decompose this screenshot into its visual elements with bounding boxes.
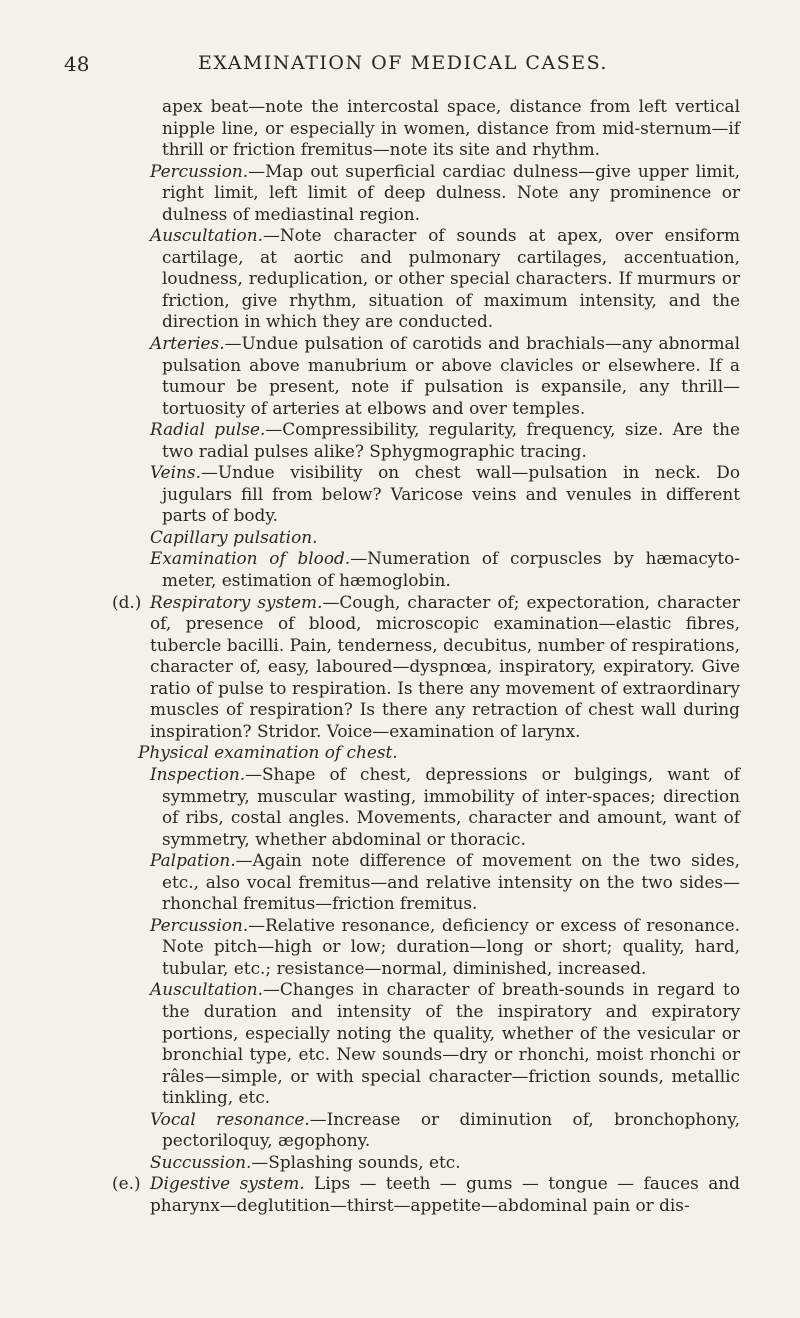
section-paragraph (112, 1173, 740, 1216)
paragraph-heading: Palpation. (150, 850, 236, 871)
paragraph (150, 850, 740, 915)
paragraph (150, 764, 740, 850)
paragraph (150, 462, 740, 527)
paragraph-heading: Physical examination of chest. (138, 742, 398, 763)
paragraph-heading: Succussion. (150, 1151, 252, 1172)
running-head: EXAMINATION OF MEDICAL CASES. (198, 52, 608, 74)
paragraph-text: —Increase or diminution of, bronchophony, pectoriloquy, ægophony. (162, 1108, 740, 1151)
paragraph-text: —Compressibility, regularity, frequency, size. Are the two radial pulses alike? Sphygmographic tracing. (162, 419, 740, 461)
paragraph-text: —Again note difference of movement on the two sides, etc., also vocal fremitus—and relative intensity on the two sides—rhonchal fremitus—friction fremitus. (162, 850, 740, 914)
paragraph-text: —Numeration of corpuscles by hæmacyto-meter, estimation of hæmoglobin. (162, 548, 740, 591)
paragraph-text: —Cough, character of; expectoration, character of, presence of blood, microscopic examination—elastic fibres, tubercle bacilli. Pain, tenderness, decubitus, number of respirations, character of, easy, laboured—dyspnœa, inspiratory, expiratory. Give ratio of pulse to respiration. Is there any movement of extraordinary muscles of respiration? Is there any retraction of chest wall during inspiration? Stridor. Voice—examination of larynx. (150, 591, 740, 741)
page-number: 48 (64, 52, 90, 76)
paragraph-heading: Veins. (150, 462, 201, 483)
paragraph-heading: Percussion. (150, 160, 249, 181)
paragraph (150, 333, 740, 419)
paragraph (150, 915, 740, 980)
paragraph-heading: Percussion. (150, 914, 249, 935)
paragraph-text: apex beat—note the intercostal space, distance from left vertical nipple line, or especially in women, distance from mid-sternum—if thrill or friction fremitus—note its site and rhythm. (162, 96, 740, 160)
paragraph-heading: Arteries. (150, 333, 225, 354)
paragraph-text: Lips — teeth — gums — tongue — fauces and pharynx—deglutition—thirst—appetite—abdominal pain or dis- (150, 1173, 740, 1215)
paragraph (150, 1109, 740, 1152)
paragraph (150, 979, 740, 1108)
paragraph (150, 548, 740, 591)
paragraph-text: —Shape of chest, depressions or bulgings, want of symmetry, muscular wasting, immobility of inter-spaces; direction of ribs, costal angles. Movements, character and amount, want of symmetry, whether abdominal or thoracic. (162, 763, 740, 849)
paragraph-text: —Undue visibility on chest wall—pulsation in neck. Do jugulars fill from below? Varicose veins and venules in different parts of body. (162, 462, 740, 526)
section-marker: (d.) (112, 591, 142, 612)
paragraph (150, 419, 740, 462)
paragraph (150, 225, 740, 333)
paragraph (150, 1152, 740, 1174)
paragraph-heading: Examination of blood. (150, 548, 351, 569)
paragraph-text: —Undue pulsation of carotids and brachials—any abnormal pulsation above manubrium or above clavicles or elsewhere. If a tumour be present, note if pulsation is expansile, any thrill—tortuosity of arteries at elbows and over temples. (162, 333, 740, 418)
paragraph-text: —Note character of sounds at apex, over ensiform cartilage, at aortic and pulmonary cartilages, accentuation, loudness, reduplication, or other special characters. If murmurs or friction, give rhythm, situation of maximum intensity, and the direction in which they are conducted. (162, 225, 740, 332)
paragraph-heading: Vocal resonance. (150, 1108, 310, 1129)
paragraph-heading: Digestive system. (150, 1173, 305, 1194)
page-body (112, 96, 740, 1216)
paragraph-heading: Capillary pulsation. (150, 526, 318, 547)
paragraph-heading: Respiratory system. (150, 591, 323, 612)
paragraph-heading: Radial pulse. (150, 419, 266, 440)
paragraph-heading: Auscultation. (150, 979, 263, 1000)
page-header (64, 52, 742, 82)
paragraph-text: —Relative resonance, deficiency or excess of resonance. Note pitch—high or low; duration—long or short; quality, hard, tubular, etc.; resistance—normal, diminished, increased. (162, 914, 740, 978)
paragraph-heading: Inspection. (150, 763, 246, 784)
paragraph-text: —Changes in character of breath-sounds in regard to the duration and intensity of the inspiratory and expiratory portions, especially noting the quality, whether of the vesicular or bronchial type, etc. New sounds—dry or rhonchi, moist rhonchi or râles—simple, or with special character—friction sounds, metallic tinkling, etc. (162, 979, 740, 1108)
paragraph (150, 161, 740, 226)
paragraph-text: —Map out superficial cardiac dulness—give upper limit, right limit, left limit of deep dulness. Note any prominence or dulness of mediastinal region. (162, 160, 740, 224)
paragraph (150, 527, 740, 549)
paragraph (150, 96, 740, 161)
subsection-heading-paragraph (138, 742, 740, 764)
section-marker: (e.) (112, 1173, 141, 1194)
paragraph-text: —Splashing sounds, etc. (251, 1151, 461, 1172)
section-paragraph (112, 592, 740, 743)
paragraph-heading: Auscultation. (150, 225, 263, 246)
